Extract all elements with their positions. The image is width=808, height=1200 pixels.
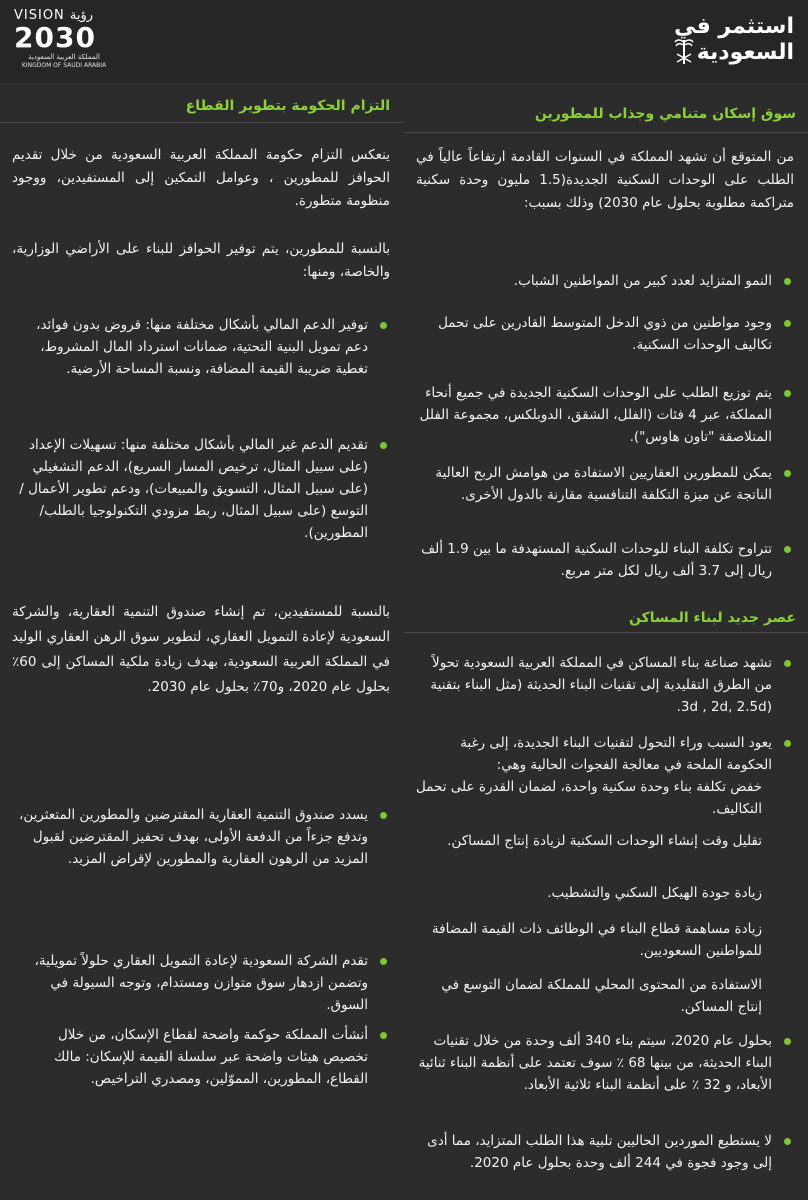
list-item: يعود السبب وراء التحول لتقنيات البناء الجديدة، إلى رغبة الحكومة الملحة في معالجة الفجوات الحالية وهي: — [416, 732, 794, 776]
bullet-icon — [784, 546, 791, 553]
brand-line-1: استثمر في — [674, 14, 794, 39]
brand-line-2: السعودية — [696, 40, 794, 65]
list-item: توفير الدعم المالي بأشكال مختلفة منها: قروض بدون فوائد، دعم تمويل البنية التحتية، ضمانات استرداد المال المشروط، تغطية ضريبة القيمة المضافة، ونسبة المساحة الأرضية. — [12, 314, 390, 380]
list-item: يمكن للمطورين العقاريين الاستفادة من هوامش الربح العالية الناتجة عن ميزة التكلفة التنافسية مقارنة بالدول الأخرى. — [416, 462, 794, 506]
sub-list-item: خفض تكلفة بناء وحدة سكنية واحدة، لضمان القدرة على تحمل التكاليف. — [416, 779, 762, 817]
vision-2030-logo — [14, 8, 114, 78]
right-column — [404, 84, 808, 1200]
list-item: تشهد صناعة بناء المساكن في المملكة العربية السعودية تحولاً من الطرق التقليدية إلى تقنيات البناء الحديثة (مثل البناء بتقنية (3d , 2d, 2.5d. — [416, 652, 794, 718]
list-item: تقدم الشركة السعودية لإعادة التمويل العقاري حلولاً تمويلية، وتضمن ازدهار سوق متوازن ومستدام، وتوجه السيولة في السوق. — [12, 950, 390, 1016]
section-title-new-era: عصر جديد لبناء المساكن — [629, 610, 796, 626]
invest-saudi-logo — [674, 14, 794, 70]
bullet-icon — [784, 660, 791, 667]
bullet-icon — [784, 320, 791, 327]
list-item: يسدد صندوق التنمية العقارية المقترضين والمطورين المتعثرين، وتدفع جزءاً من الدفعة الأولى، بهدف تحفيز المقترضين لقبول المزيد من الرهون العقارية والمطورين لإقراض المزيد. — [12, 804, 390, 870]
beneficiaries-paragraph: بالنسبة للمستفيدين، تم إنشاء صندوق التنمية العقارية، والشركة السعودية لإعادة التمويل العقاري، لتطوير سوق الرهن العقاري الوليد في المملكة العربية السعودية، بهدف زيادة ملكية المساكن إلى 60٪ بحلول عام 2020، و70٪ بحلول عام 2030. — [12, 604, 390, 695]
palm-swords-icon — [674, 36, 694, 66]
housing-intro: من المتوقع أن تشهد المملكة في السنوات القادمة ارتفاعاً عالياً في الطلب على الوحدات السكنية الجديدة(1.5 مليون وحدة سكنية متراكمة مطلوبة بحلول عام 2030) وذلك بسبب: — [416, 149, 794, 211]
vision-year: 2030 — [14, 21, 96, 54]
bullet-icon — [380, 1032, 387, 1039]
list-item: وجود مواطنين من ذوي الدخل المتوسط القادرين على تحمل تكاليف الوحدات السكنية. — [416, 312, 794, 356]
section-title-government: التزام الحكومة بتطوير القطاع — [185, 98, 390, 114]
government-intro: ينعكس التزام حكومة المملكة العربية السعودية من خلال تقديم الحوافز للمطورين ، وعوامل التمكين إلى المستفيدين، ووجود منظومة متطورة. — [12, 147, 390, 209]
sub-list-item: تقليل وقت إنشاء الوحدات السكنية لزيادة إنتاج المساكن. — [447, 833, 762, 849]
section-divider — [404, 632, 808, 633]
bullet-icon — [380, 812, 387, 819]
page-header — [0, 0, 808, 84]
section-title-housing-market: سوق إسكان متنامي وجذاب للمطورين — [534, 106, 796, 122]
developers-paragraph: بالنسبة للمطورين، يتم توفير الحوافز للبناء على الأراضي الوزارية، والخاصة، ومنها: — [12, 241, 390, 280]
bullet-icon — [784, 1138, 791, 1145]
vision-kingdom-en: KINGDOM OF SAUDI ARABIA — [21, 62, 107, 69]
vision-label: VISION رؤية — [14, 8, 94, 23]
bullet-icon — [380, 958, 387, 965]
bullet-icon — [784, 390, 791, 397]
bullet-icon — [380, 322, 387, 329]
bullet-icon — [784, 278, 791, 285]
section-divider — [404, 132, 808, 133]
sub-list-item: الاستفادة من المحتوى المحلي للمملكة لضمان التوسع في إنتاج المساكن. — [441, 977, 762, 1015]
bullet-icon — [380, 442, 387, 449]
sub-list-item: زيادة جودة الهيكل السكني والتشطيب. — [547, 885, 762, 901]
bullet-icon — [784, 1038, 791, 1045]
bullet-icon — [784, 740, 791, 747]
vision-kingdom-ar: المملكة العربية السعودية — [28, 53, 100, 61]
sub-list-item: زيادة مساهمة قطاع البناء في الوظائف ذات القيمة المضافة للمواطنين السعوديين. — [431, 921, 762, 959]
list-item: النمو المتزايد لعدد كبير من المواطنين الشباب. — [416, 270, 794, 292]
section-divider — [0, 122, 404, 123]
list-item: بحلول عام 2020، سيتم بناء 340 ألف وحدة من خلال تقنيات البناء الحديثة، من بينها 68 ٪ سوف تعتمد على أنظمة البناء ثنائية الأبعاد، و 32 ٪ على أنظمة البناء ثلاثية الأبعاد. — [416, 1030, 794, 1096]
bullet-icon — [784, 470, 791, 477]
list-item: لا يستطيع الموردين الحاليين تلبية هذا الطلب المتزايد، مما أدى إلى وجود فجوة في 244 ألف وحدة بحلول عام 2020. — [416, 1130, 794, 1174]
list-item: يتم توزيع الطلب على الوحدات السكنية الجديدة في جميع أنحاء المملكة، عبر 4 فئات (الفلل، الشقق، الدوبلكس، مجموعة الفلل المتلاصقة "تاون هاوس"). — [416, 382, 794, 448]
list-item: أنشأت المملكة حوكمة واضحة لقطاع الإسكان، من خلال تخصيص هيئات واضحة عبر سلسلة القيمة للإسكان: مالك القطاع، المطورين، المموّلين، ومصدري التراخيص. — [12, 1024, 390, 1090]
list-item: تتراوح تكلفة البناء للوحدات السكنية المستهدفة ما بين 1.9 ألف ريال إلى 3.7 ألف ريال لكل متر مربع. — [416, 538, 794, 582]
list-item: تقديم الدعم غير المالي بأشكال مختلفة منها: تسهيلات الإعداد (على سبيل المثال، ترخيص المسار السريع)، الدعم التشغيلي (على سبيل المثال، التسويق والمبيعات)، ودعم تطوير الأعمال / التوسع (على سبيل المثال، ربط مزودي التكنولوجيا بالطلب/ المطورين). — [12, 434, 390, 544]
left-column — [0, 84, 404, 1200]
